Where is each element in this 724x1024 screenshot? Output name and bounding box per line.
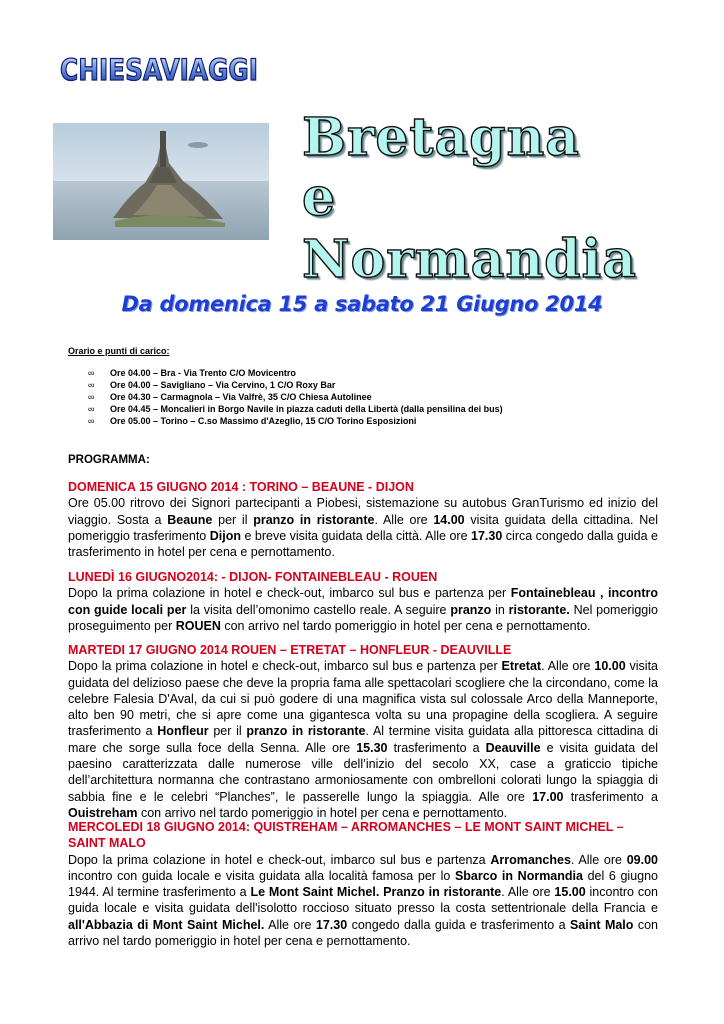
infinity-bullet-icon: ∞ [88,404,95,414]
bold-text: ROUEN [175,618,221,633]
bold-text: 10.00 [594,659,626,674]
body-text: congedo dalla guida e trasferimento a [347,917,570,932]
body-text: per il [212,512,254,527]
day-heading: MERCOLEDI 18 GIUGNO 2014: QUISTREHAM – ARROMANCHES – LE MONT SAINT MICHEL – SAINT MALO [68,820,624,851]
body-text: con arrivo nel tardo pomeriggio in hotel per cena e pernottamento. [137,805,508,820]
day-section [68,479,658,560]
body-text: in [491,602,509,617]
body-text: incontro con guida locale e visita guidata alla località famosa per lo [68,868,455,883]
infinity-bullet-icon: ∞ [88,380,95,390]
day-section [68,642,658,821]
bold-text: 15.00 [554,885,586,900]
body-text: Alle ore [264,917,316,932]
chiesaviaggi-logo [60,50,260,88]
bold-text: Dijon [209,528,241,543]
body-text: . Alle ore [541,659,595,674]
day-section [68,819,658,949]
list-item [88,403,503,415]
body-text: Nel pomeriggio proseguimento per [68,602,658,633]
body-text: . Alle ore [374,512,434,527]
body-text: con arrivo nel tardo pomeriggio in hotel per cena e pernottamento. [220,618,591,633]
title-line-2: Normandia [302,229,637,290]
pickup-list [88,367,503,427]
pickup-text: Ore 04.00 – Bra - Via Trento C/O Movicentro [110,368,296,378]
body-text: per il [208,724,247,739]
bold-text: Arromanches [490,852,571,867]
infinity-bullet-icon: ∞ [88,392,95,402]
day-section [68,569,658,634]
list-item [88,391,503,403]
svg-text:CHIESAVIAGGI: CHIESAVIAGGI [60,53,258,87]
body-text: . Al termine visita guidata alla pittoresca cittadina di mare che sorge sulla foce della Senna. Alle ore [68,724,658,755]
body-text: incontro con guida locale e visita guidata dell'isolotto roccioso situato presso la costa settentrionale della Francia e [68,885,658,916]
body-text: . Alle ore [570,852,627,867]
body-text: . Alle ore [501,885,555,900]
trip-dates: Da domenica 15 a sabato 21 Giugno 2014 [121,292,603,316]
day-heading: MARTEDI 17 GIUGNO 2014 ROUEN – ETRETAT – HONFLEUR - DEAUVILLE [68,643,512,657]
title-line-1: Bretagna e [302,107,581,228]
list-item [88,379,503,391]
day-heading: LUNEDÌ 16 GIUGNO2014: - DIJON- FONTAINEBLEAU - ROUEN [68,570,438,584]
body-text: la visita dell’omonimo castello reale. A seguire [186,602,451,617]
bold-text: Ouistreham [68,805,138,820]
pickup-text: Ore 04.00 – Savigliano – Via Cervino, 1 C/O Roxy Bar [110,380,336,390]
programma-heading: PROGRAMMA: [68,454,150,466]
pickup-heading: Orario e punti di carico: [68,346,170,356]
body-text: e visita guidata del paesino caratterizzata dalle numerose ville dell’inizio del secolo XX, case a graticcio tipiche dell’architettura normanna che contrastano armoniosamente con ombrelloni colorati lungo la spiaggia di sabbia fine e le celebri “Planches”, le passerelle lungo la spiaggia. Alle ore [68,740,658,804]
bold-text: ristorante. [508,602,570,617]
pickup-text: Ore 04.30 – Carmagnola – Via Valfrè, 35 C/O Chiesa Autolinee [110,392,372,402]
list-item [88,415,503,427]
pickup-text: Ore 04.45 – Moncalieri in Borgo Navile in piazza caduti della Libertà (dalla pensilina dei bus) [110,404,503,414]
mont-saint-michel-photo [53,123,269,240]
page-title [302,107,637,290]
bold-text: pranzo [450,602,492,617]
bold-text: Saint Malo [569,917,634,932]
infinity-bullet-icon: ∞ [88,416,95,426]
day-body [68,852,658,950]
body-text: circa congedo dalla guida e trasferimento in hotel per cena e pernottamento. [68,528,658,560]
day-body [68,658,658,821]
bold-text: 14.00 [433,512,465,527]
bold-text: Honfleur [157,724,209,739]
body-text: visita guidata della cittadina. Nel pomeriggio trasferimento [68,512,658,543]
bold-text: pranzo in ristorante [246,724,366,739]
day-heading: DOMENICA 15 GIUGNO 2014 : TORINO – BEAUNE - DIJON [68,480,414,494]
body-text: con arrivo nel tardo pomeriggio in hotel per cena e pernottamento. [68,917,658,949]
body-text: Dopo la prima colazione in hotel e check-out, imbarco sul bus e partenza [68,852,491,867]
day-body [68,585,658,634]
body-text: Dopo la prima colazione in hotel e check-out, imbarco sul bus e partenza per [68,659,502,674]
body-text: e breve visita guidata della città. Alle ore [241,528,472,543]
bold-text: 09.00 [626,852,658,867]
bold-text: Fontainebleau , incontro con guide locali per [68,586,658,617]
body-text: Dopo la prima colazione in hotel e check-out, imbarco sul bus e partenza per [68,586,511,601]
bold-text: Etretat [501,659,542,674]
body-text: trasferimento a [387,740,486,755]
bold-text: 15.30 [356,740,388,755]
bold-text: all'Abbazia di Mont Saint Michel. [68,917,265,932]
body-text: trasferimento a [563,789,659,804]
body-text: del 6 giugno 1944. Al termine trasferimento a [68,868,659,900]
bold-text: Beaune [167,512,213,527]
body-text: visita guidata del delizioso paese che deve la propria fama alle spettacolari scogliere che la circondano, come la celebre Falesia D'Aval, da cui si può godere di una magnifica vista sul colossale Arco della Manneporte, alto ben 90 metri, che si apre come una gigantesca volta su una propagine della scogliera. A seguire trasferimento a [68,659,658,739]
body-text: Ore 05.00 ritrovo dei Signori partecipanti a Piobesi, sistemazione su autobus GranTurismo ed inizio del viaggio. Sosta a [68,496,658,527]
bold-text: 17.00 [532,789,564,804]
bold-text: 17.30 [315,917,348,932]
bold-text: Sbarco in Normandia [454,868,583,883]
day-body [68,495,658,560]
list-item [88,367,503,379]
bold-text: Le Mont Saint Michel. Pranzo in ristorante [250,885,502,900]
bold-text: 17.30 [471,528,503,543]
pickup-text: Ore 05.00 – Torino – C.so Massimo d'Azeglio, 15 C/O Torino Esposizioni [110,416,417,426]
bold-text: Deauville [485,740,541,755]
infinity-bullet-icon: ∞ [88,368,95,378]
bold-text: pranzo in ristorante [253,512,375,527]
